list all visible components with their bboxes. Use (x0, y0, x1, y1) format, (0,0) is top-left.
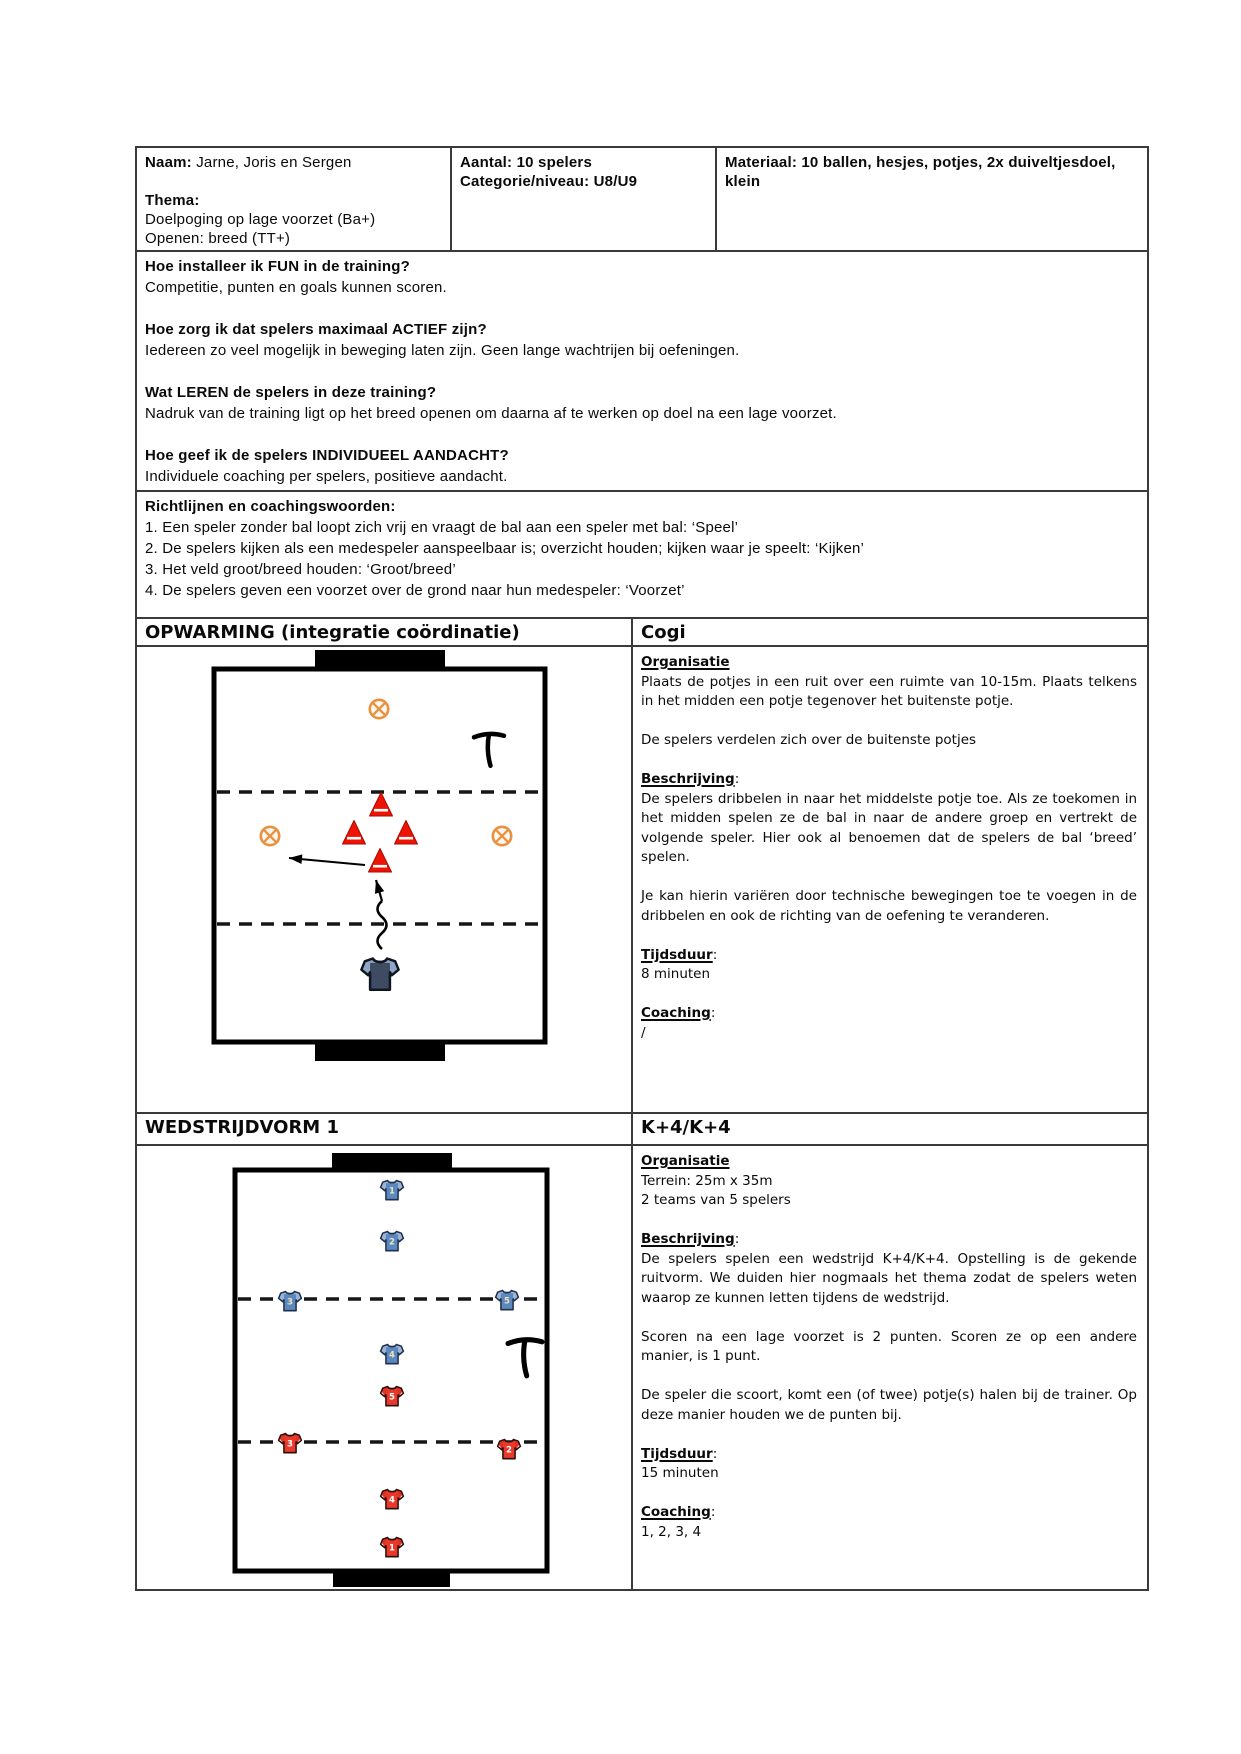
content-paragraph: 15 minuten (641, 1465, 719, 1481)
blank-line (641, 985, 1137, 1005)
opwarming-header-row (137, 617, 1147, 645)
materiaal-cell (715, 148, 1147, 250)
wedstrijdvorm-exercise-name: K+4/K+4 (631, 1114, 1147, 1144)
content-heading: Coaching: (641, 1504, 716, 1520)
richtlijnen-title: Richtlijnen en coachingswoorden: (145, 498, 396, 515)
aantal-text: Aantal: 10 spelers (460, 154, 592, 171)
question-title: Wat LEREN de spelers in deze training? (145, 384, 437, 401)
content-heading: Beschrijving: (641, 771, 740, 787)
content-paragraph: Terrein: 25m x 35m (641, 1172, 773, 1189)
naam-label: Naam: (145, 154, 192, 171)
blank-line (641, 1211, 1137, 1231)
content-paragraph: Plaats de potjes in een ruit over een ruimte van 10-15m. Plaats telkens in het midden een potje tegenover het buitenste potje. (641, 673, 1137, 709)
content-heading-label: Tijdsduur (641, 1445, 713, 1462)
content-heading: Beschrijving: (641, 1231, 740, 1247)
goal (332, 1153, 452, 1170)
blank-line (641, 1484, 1137, 1504)
wedstrijdvorm-header-row (137, 1112, 1147, 1144)
questions-block (137, 252, 1147, 490)
content-paragraph: De spelers spelen een wedstrijd K+4/K+4. Opstelling is de gekende ruitvorm. We duiden hier nogmaals het thema zodat de spelers weten waarop ze kunnen letten tijdens de wedstrijd. (641, 1250, 1137, 1306)
content-paragraph: 8 minuten (641, 966, 711, 982)
content-heading-label: Organisatie (641, 1153, 730, 1169)
content-heading (641, 1152, 1137, 1172)
jersey-number: 3 (287, 1439, 293, 1450)
jersey-number: 1 (389, 1186, 395, 1197)
jersey-number: 5 (389, 1392, 395, 1403)
question-title: Hoe geef ik de spelers INDIVIDUEEL AANDACHT? (145, 447, 509, 464)
potje-marker-icon (370, 700, 388, 718)
goal (315, 1042, 445, 1061)
thema-label: Thema: (145, 192, 200, 209)
content-paragraph: De speler die scoort, komt een (of twee) potje(s) halen bij de trainer. Op deze manier houden we de punten bij. (641, 1387, 1137, 1423)
blank-line (641, 1367, 1137, 1387)
opwarming-field-svg (137, 647, 631, 1112)
richtlijn-item: 2. De spelers kijken als een medespeler aanspeelbaar is; overzicht houden; kijken waar je speelt: ‘Kijken’ (145, 540, 865, 557)
blank-line (641, 751, 1137, 771)
richtlijnen-list (145, 517, 1139, 601)
blank-line (641, 868, 1137, 888)
jersey-number: 1 (389, 1543, 395, 1554)
categorie-text: Categorie/niveau: U8/U9 (460, 173, 638, 190)
training-plan-table (135, 146, 1149, 1591)
aantal-cell (450, 148, 715, 250)
potje-marker-icon (493, 827, 511, 845)
blank-line (145, 172, 442, 191)
content-heading-label: Beschrijving (641, 771, 735, 787)
wedstrijdvorm-diagram (137, 1146, 631, 1589)
jersey-number: 2 (506, 1445, 512, 1456)
opwarming-exercise-name: Cogi (631, 619, 1147, 645)
opwarming-diagram (137, 647, 631, 1112)
opwarming-content (631, 647, 1147, 1112)
blank-line (641, 1308, 1137, 1328)
opwarming-body-row (137, 645, 1147, 1112)
richtlijn-item: 3. Het veld groot/breed houden: ‘Groot/breed’ (145, 561, 456, 578)
questions-row (137, 250, 1147, 490)
content-paragraph: 2 teams van 5 spelers (641, 1192, 791, 1208)
blank-line (641, 926, 1137, 946)
content-heading-label: Beschrijving (641, 1231, 735, 1247)
content-heading-label: Tijdsduur (641, 946, 713, 963)
naam-line (145, 153, 442, 172)
info-header-row (137, 148, 1147, 250)
content-heading: Tijdsduur: (641, 1445, 718, 1462)
wedstrijdvorm-title: WEDSTRIJDVORM 1 (145, 1117, 340, 1138)
field (235, 1170, 547, 1571)
jersey-number: 5 (504, 1296, 510, 1307)
content-heading-label: Organisatie (641, 654, 730, 670)
thema-line: Openen: breed (TT+) (145, 230, 291, 247)
content-paragraph: 1, 2, 3, 4 (641, 1523, 702, 1540)
blank-line (641, 712, 1137, 732)
content-heading: Coaching: (641, 1005, 716, 1021)
naam-value: Jarne, Joris en Sergen (196, 154, 352, 171)
wedstrijdvorm-content (631, 1146, 1147, 1589)
blank-line (145, 424, 1139, 445)
jersey-number: 3 (287, 1297, 293, 1308)
jersey-number: 4 (389, 1350, 395, 1361)
content-heading-label: Coaching (641, 1005, 711, 1021)
question-answer: Nadruk van de training ligt op het breed openen om daarna af te werken op doel na een lage voorzet. (145, 405, 837, 422)
thema-line: Doelpoging op lage voorzet (Ba+) (145, 211, 376, 228)
jersey-number: 4 (389, 1495, 395, 1506)
goal (315, 650, 445, 669)
content-heading (641, 653, 1137, 673)
content-heading: Tijdsduur: (641, 946, 718, 963)
richtlijn-item: 4. De spelers geven een voorzet over de grond naar hun medespeler: ‘Voorzet’ (145, 582, 685, 599)
opwarming-title: OPWARMING (integratie coördinatie) (145, 622, 520, 643)
richtlijnen-block (137, 492, 1147, 617)
question-title: Hoe zorg ik dat spelers maximaal ACTIEF zijn? (145, 321, 487, 338)
richtlijnen-row (137, 490, 1147, 617)
content-paragraph: De spelers dribbelen in naar het middelste potje toe. Als ze toekomen in het midden spelen ze de bal in naar de andere groep en vertrekt de volgende speler. Hier ook al benoemen dat de spelers de bal ‘breed’ spelen. (641, 790, 1137, 865)
jersey-number: 2 (389, 1237, 395, 1248)
wedstrijdvorm-body-row (137, 1144, 1147, 1589)
potje-marker-icon (261, 827, 279, 845)
blank-line (145, 361, 1139, 382)
blank-line (145, 298, 1139, 319)
content-heading-label: Coaching (641, 1504, 711, 1520)
question-answer: Individuele coaching per spelers, positieve aandacht. (145, 468, 508, 485)
content-paragraph: Scoren na een lage voorzet is 2 punten. Scoren ze op een andere manier, is 1 punt. (641, 1328, 1137, 1364)
content-paragraph: Je kan hierin variëren door technische bewegingen toe te voegen in de dribbelen en ook de richting van de oefening te veranderen. (641, 888, 1137, 924)
wedstrijdvorm-field-svg (137, 1146, 631, 1589)
materiaal-text: Materiaal: 10 ballen, hesjes, potjes, 2x duiveltjesdoel, klein (725, 154, 1116, 190)
question-answer: Competitie, punten en goals kunnen scoren. (145, 279, 447, 296)
question-title: Hoe installeer ik FUN in de training? (145, 258, 410, 275)
content-paragraph: De spelers verdelen zich over de buitenste potjes (641, 732, 977, 748)
blank-line (641, 1425, 1137, 1445)
question-answer: Iedereen zo veel mogelijk in beweging laten zijn. Geen lange wachtrijen bij oefeningen. (145, 342, 740, 359)
naam-thema-cell (137, 148, 450, 250)
content-paragraph: / (641, 1024, 646, 1041)
richtlijn-item: 1. Een speler zonder bal loopt zich vrij en vraagt de bal aan een speler met bal: ‘Speel’ (145, 519, 739, 536)
